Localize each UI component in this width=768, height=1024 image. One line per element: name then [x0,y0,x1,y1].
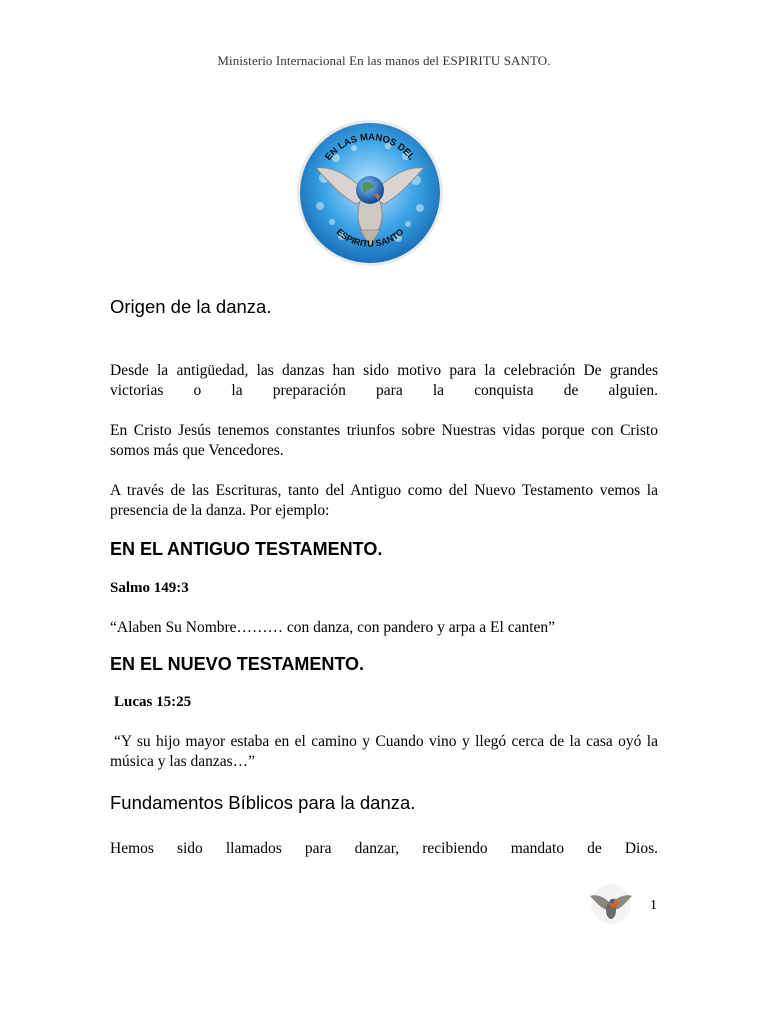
paragraph-intro-3: A través de las Escrituras, tanto del Antiguo como del Nuevo Testamento vemos la presencia de la danza. Por ejemplo: [110,482,658,520]
paragraph-intro-2: En Cristo Jesús tenemos constantes triunfos sobre Nuestras vidas porque con Cristo somos más que Vencedores. [110,422,658,460]
verse-reference-lucas: Lucas 15:25 [114,694,192,711]
section-title-nuevo: EN EL NUEVO TESTAMENTO. [110,653,365,674]
paragraph-intro-1: Desde la antigüedad, las danzas han sido motivo para la celebración De grandes victorias o la preparación para la conquista de alguien. [110,362,658,400]
paragraph-fundamentos-1: Hemos sido llamados para danzar, recibiendo mandato de Dios. [110,839,658,857]
verse-quote-lucas: “Y su hijo mayor estaba en el camino y Cuando vino y llegó cerca de la casa oyó la música y las danzas…” [110,733,658,771]
document-body [110,296,658,859]
page-number: 1 [650,898,657,913]
section-title-origen: Origen de la danza. [110,296,272,317]
verse-quote-salmo: “Alaben Su Nombre……… con danza, con pandero y arpa a El canten” [110,618,556,636]
ministry-logo [294,118,446,268]
footer-dove-icon [588,882,634,926]
section-title-fundamentos: Fundamentos Bíblicos para la danza. [110,792,416,814]
page-header: Ministerio Internacional En las manos del ESPIRITU SANTO. [217,53,551,68]
verse-reference-salmo: Salmo 149:3 [110,579,189,596]
section-title-antiguo: EN EL ANTIGUO TESTAMENTO. [110,539,383,560]
logo-top-text: EN LAS MANOS DEL [323,131,417,163]
logo-bottom-text: ESPIRITU SANTO [334,226,406,249]
